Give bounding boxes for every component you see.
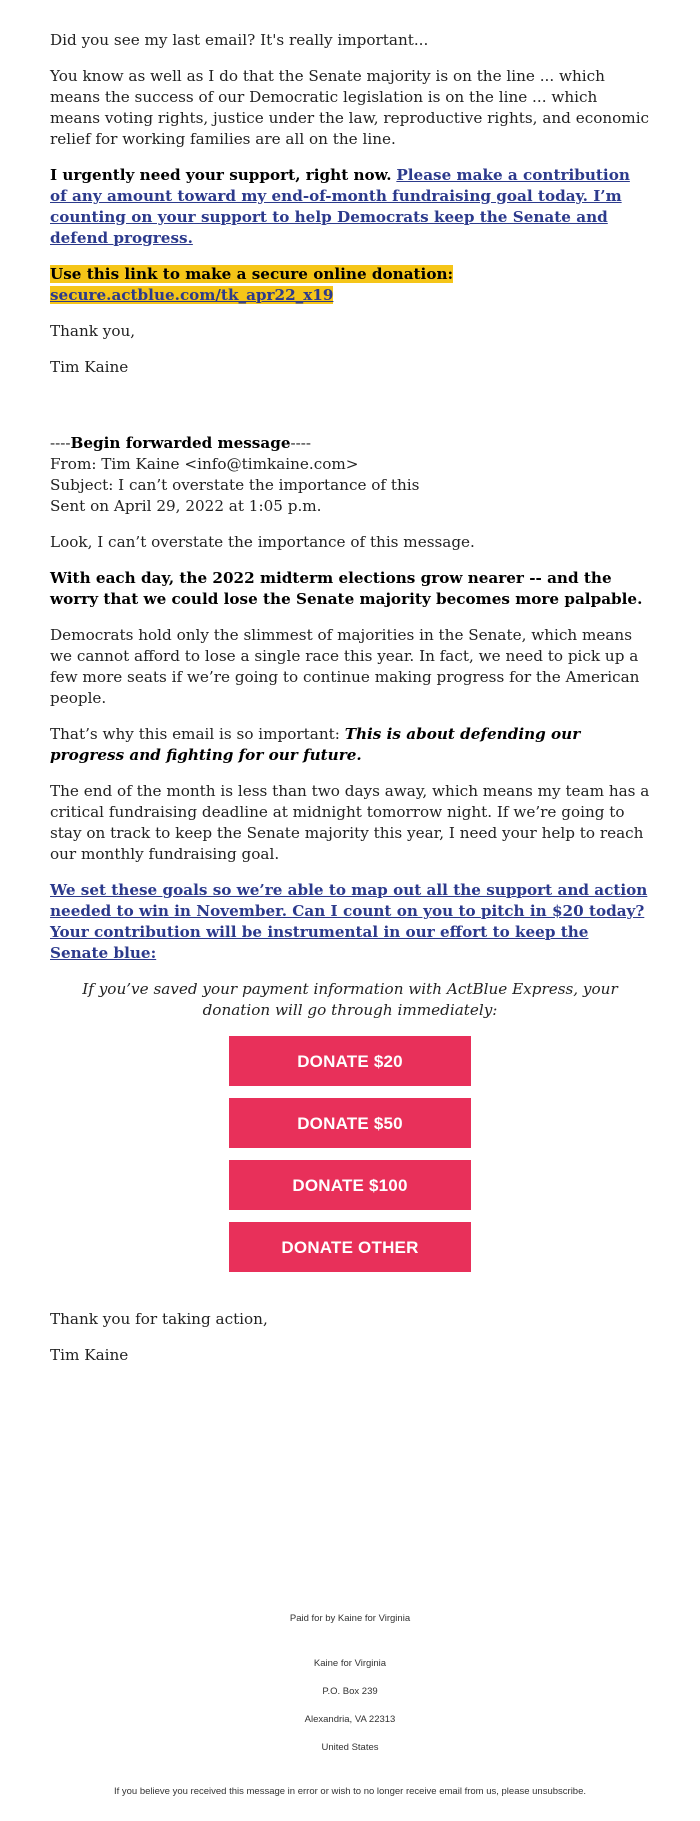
forwarded-title: ----Begin forwarded message----	[50, 434, 312, 452]
donate-50-button[interactable]: DONATE $50	[229, 1098, 471, 1148]
thank-you: Thank you,	[50, 322, 136, 340]
forwarded-from: From: Tim Kaine <info@timkaine.com>	[50, 455, 359, 473]
unsubscribe-link[interactable]: If you believe you received this message in error or wish to no longer receive email from us, please unsubscribe.	[113, 1786, 587, 1797]
express-note: If you’ve saved your payment information with ActBlue Express, your donation will go through immediately:	[82, 980, 618, 1019]
city-line: Alexandria, VA 22313	[304, 1714, 396, 1725]
signature: Tim Kaine	[50, 358, 129, 376]
paid-for-text: Paid for by Kaine for Virginia	[289, 1613, 411, 1624]
email-body	[50, 30, 650, 1381]
donate-buttons	[50, 1036, 650, 1284]
intro-paragraph: You know as well as I do that the Senate majority is on the line ... which means the success of our Democratic legislation is on the line ... which means voting rights, justice under the law, reproductive rights, and economic relief for working families are all on the line.	[50, 67, 650, 148]
ask-paragraph	[50, 880, 650, 964]
secure-donation-block	[50, 264, 650, 306]
body-paragraph-2: With each day, the 2022 midterm elections grow nearer -- and the worry that we could lose the Senate majority becomes more palpable.	[50, 569, 643, 608]
donate-20-button[interactable]: DONATE $20	[229, 1036, 471, 1086]
body-paragraph-4: That’s why this email is so important: This is about defending our progress and fighting for our future.	[50, 725, 581, 764]
contribution-link[interactable]: Please make a contribution of any amount toward my end-of-month fundraising goal today. I’m counting on your support to help Democrats keep the Senate and defend progress.	[50, 166, 630, 247]
body-paragraph-5: The end of the month is less than two days away, which means my team has a critical fundraising deadline at midnight tomorrow night. If we’re going to stay on track to keep the Senate majority this year, I need your help to reach our monthly fundraising goal.	[50, 782, 650, 863]
body-paragraph-3: Democrats hold only the slimmest of majorities in the Senate, which means we cannot afford to lose a single race this year. In fact, we need to pick up a few more seats if we’re going to continue making progress for the American people.	[50, 626, 640, 707]
forwarded-subject: Subject: I can’t overstate the importance of this	[50, 476, 420, 494]
secure-donation-link[interactable]: secure.actblue.com/tk_apr22_x19	[50, 286, 334, 304]
urgent-bold-text: I urgently need your support, right now.	[50, 166, 392, 184]
country: United States	[321, 1742, 379, 1753]
secure-donation-label: Use this link to make a secure online donation:	[50, 265, 454, 283]
urgent-paragraph	[50, 165, 650, 249]
donate-other-button[interactable]: DONATE OTHER	[229, 1222, 471, 1272]
emphasis-text: This is about defending our progress and fighting for our future.	[50, 725, 581, 764]
ask-link[interactable]: We set these goals so we’re able to map out all the support and action needed to win in November. Can I count on you to pitch in $20 today? Your contribution will be instrumental in our effort to keep the Senate blue:	[50, 881, 648, 962]
org-name: Kaine for Virginia	[313, 1658, 387, 1669]
closing-signature: Tim Kaine	[50, 1346, 129, 1364]
closing: Thank you for taking action,	[50, 1310, 268, 1328]
unsubscribe-text	[0, 1786, 700, 1797]
forwarded-header	[50, 433, 650, 517]
body-paragraph-1: Look, I can’t overstate the importance of this message.	[50, 533, 475, 551]
po-box: P.O. Box 239	[322, 1686, 378, 1697]
forwarded-sent: Sent on April 29, 2022 at 1:05 p.m.	[50, 497, 322, 515]
donate-100-button[interactable]: DONATE $100	[229, 1160, 471, 1210]
intro-line: Did you see my last email? It's really important...	[50, 31, 429, 49]
